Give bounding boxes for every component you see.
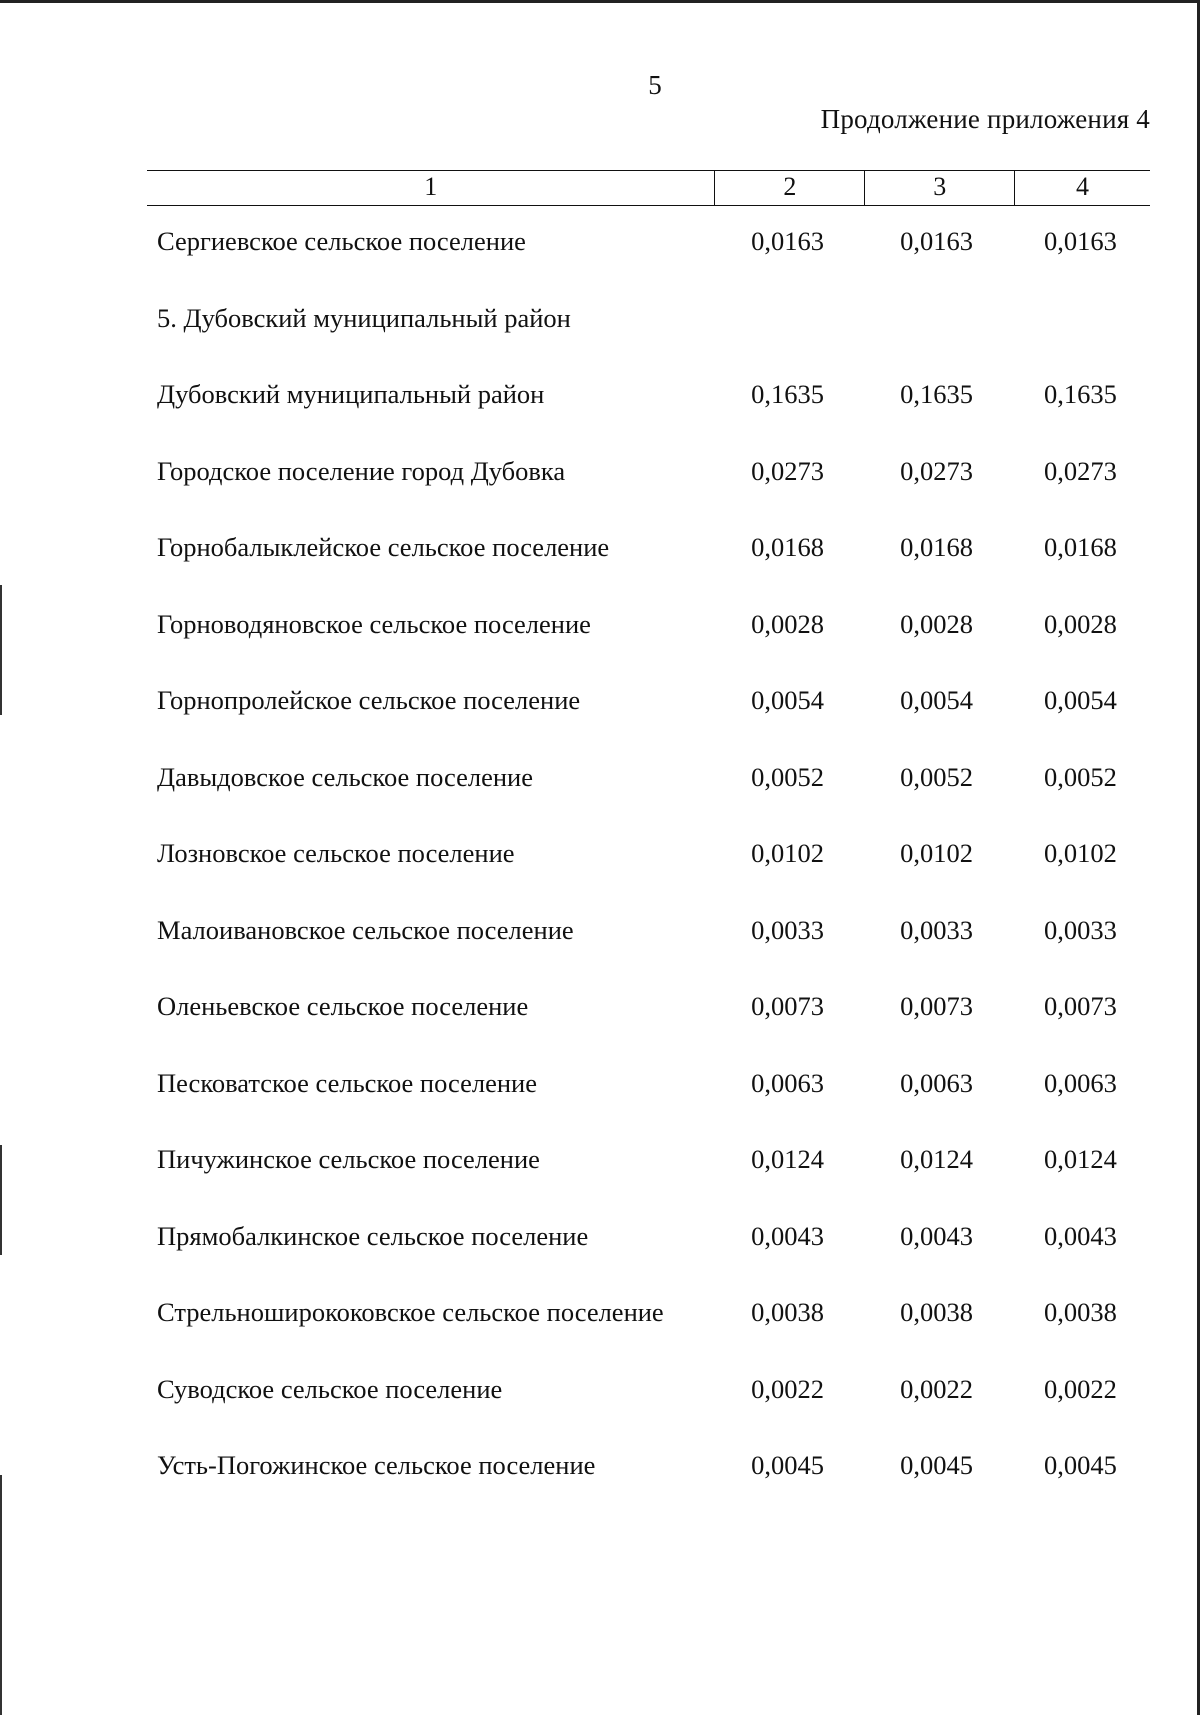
table-row [147, 1068, 1150, 1145]
value-col-4: 0,0273 [1044, 455, 1117, 486]
table-header-col-4: 4 [1014, 171, 1150, 205]
table-header-col-2: 2 [714, 171, 864, 205]
value-col-4: 0,0033 [1044, 914, 1117, 945]
municipality-name: Суводское сельское поселение [157, 1373, 503, 1404]
value-col-4: 0,0163 [1044, 226, 1117, 256]
table-row [147, 1144, 1150, 1221]
value-col-3: 0,0028 [900, 608, 973, 639]
table-header-row [147, 170, 1150, 206]
municipality-name: Песковатское сельское поселение [157, 1067, 537, 1098]
value-col-2: 0,0043 [751, 1220, 824, 1251]
table-header-col-1: 1 [424, 172, 438, 201]
value-col-2: 0,0033 [751, 914, 824, 945]
value-col-3: 0,0054 [900, 685, 973, 715]
municipality-name: Горнопролейское сельское поселение [157, 685, 581, 715]
value-col-3: 0,0063 [900, 1067, 973, 1098]
municipality-name: Малоивановское сельское поселение [157, 914, 574, 945]
section-heading-row [147, 303, 1150, 380]
value-col-3: 0,0052 [900, 761, 973, 792]
value-col-3: 0,0168 [900, 532, 973, 562]
value-col-4: 0,0045 [1044, 1450, 1117, 1480]
value-col-2: 0,0045 [751, 1450, 824, 1480]
value-col-3: 0,0038 [900, 1297, 973, 1327]
municipality-name: Давыдовское сельское поселение [157, 761, 533, 792]
table-row [147, 991, 1150, 1068]
value-col-2: 0,0052 [751, 761, 824, 792]
value-col-4: 0,0124 [1044, 1144, 1117, 1174]
municipality-name: Стрельноширококовское сельское поселение [157, 1297, 664, 1327]
table-row [147, 456, 1150, 533]
table-body [147, 226, 1150, 1527]
value-col-2: 0,0273 [751, 455, 824, 486]
value-col-2: 0,0163 [751, 226, 824, 256]
page-number: 5 [648, 70, 662, 100]
page-top-edge [0, 0, 1200, 3]
appendix-continuation-note: Продолжение приложения 4 [820, 104, 1150, 134]
municipality-name: Лозновское сельское поселение [157, 838, 515, 868]
table-row [147, 1374, 1150, 1451]
value-col-2: 0,0073 [751, 991, 824, 1021]
value-col-4: 0,0168 [1044, 532, 1117, 562]
value-col-3: 0,0073 [900, 991, 973, 1021]
scan-edge-mark [0, 1145, 2, 1255]
table-row [147, 838, 1150, 915]
value-col-2: 0,0028 [751, 608, 824, 639]
municipality-name: Дубовский муниципальный район [157, 379, 545, 409]
scan-edge-mark [0, 1475, 2, 1715]
value-col-4: 0,0063 [1044, 1067, 1117, 1098]
municipality-name: Пичужинское сельское поселение [157, 1144, 540, 1174]
table-row [147, 685, 1150, 762]
municipality-name: Горнобалыклейское сельское поселение [157, 532, 610, 562]
table-header-col-3: 3 [864, 171, 1014, 205]
value-col-4: 0,0022 [1044, 1373, 1117, 1404]
value-col-3: 0,0273 [900, 455, 973, 486]
table-row [147, 1450, 1150, 1527]
value-col-2: 0,0102 [751, 838, 824, 868]
value-col-3: 0,0043 [900, 1220, 973, 1251]
value-col-2: 0,0168 [751, 532, 824, 562]
table-row [147, 1221, 1150, 1298]
table-row [147, 1297, 1150, 1374]
municipality-name: Сергиевское сельское поселение [157, 226, 526, 256]
value-col-2: 0,0063 [751, 1067, 824, 1098]
table-row [147, 379, 1150, 456]
municipality-name: Городское поселение город Дубовка [157, 455, 566, 486]
value-col-3: 0,0124 [900, 1144, 973, 1174]
value-col-2: 0,1635 [751, 379, 824, 409]
municipality-name: Прямобалкинское сельское поселение [157, 1220, 589, 1251]
value-col-4: 0,0043 [1044, 1220, 1117, 1251]
value-col-4: 0,0054 [1044, 685, 1117, 715]
value-col-4: 0,0038 [1044, 1297, 1117, 1327]
value-col-3: 0,0033 [900, 914, 973, 945]
municipality-name: Усть-Погожинское сельское поселение [157, 1450, 596, 1480]
value-col-4: 0,0028 [1044, 608, 1117, 639]
value-col-4: 0,0052 [1044, 761, 1117, 792]
value-col-2: 0,0038 [751, 1297, 824, 1327]
value-col-3: 0,0022 [900, 1373, 973, 1404]
value-col-2: 0,0124 [751, 1144, 824, 1174]
value-col-4: 0,0073 [1044, 991, 1117, 1021]
table-row [147, 226, 1150, 303]
value-col-3: 0,0102 [900, 838, 973, 868]
municipality-name: Горноводяновское сельское поселение [157, 608, 591, 639]
value-col-2: 0,0054 [751, 685, 824, 715]
section-heading: 5. Дубовский муниципальный район [157, 302, 571, 333]
value-col-3: 0,1635 [900, 379, 973, 409]
table-row [147, 915, 1150, 992]
scan-edge-mark [0, 585, 2, 715]
value-col-4: 0,0102 [1044, 838, 1117, 868]
value-col-3: 0,0163 [900, 226, 973, 256]
value-col-2: 0,0022 [751, 1373, 824, 1404]
municipality-name: Оленьевское сельское поселение [157, 991, 529, 1021]
value-col-3: 0,0045 [900, 1450, 973, 1480]
table-row [147, 532, 1150, 609]
table-row [147, 762, 1150, 839]
value-col-4: 0,1635 [1044, 379, 1117, 409]
table-row [147, 609, 1150, 686]
